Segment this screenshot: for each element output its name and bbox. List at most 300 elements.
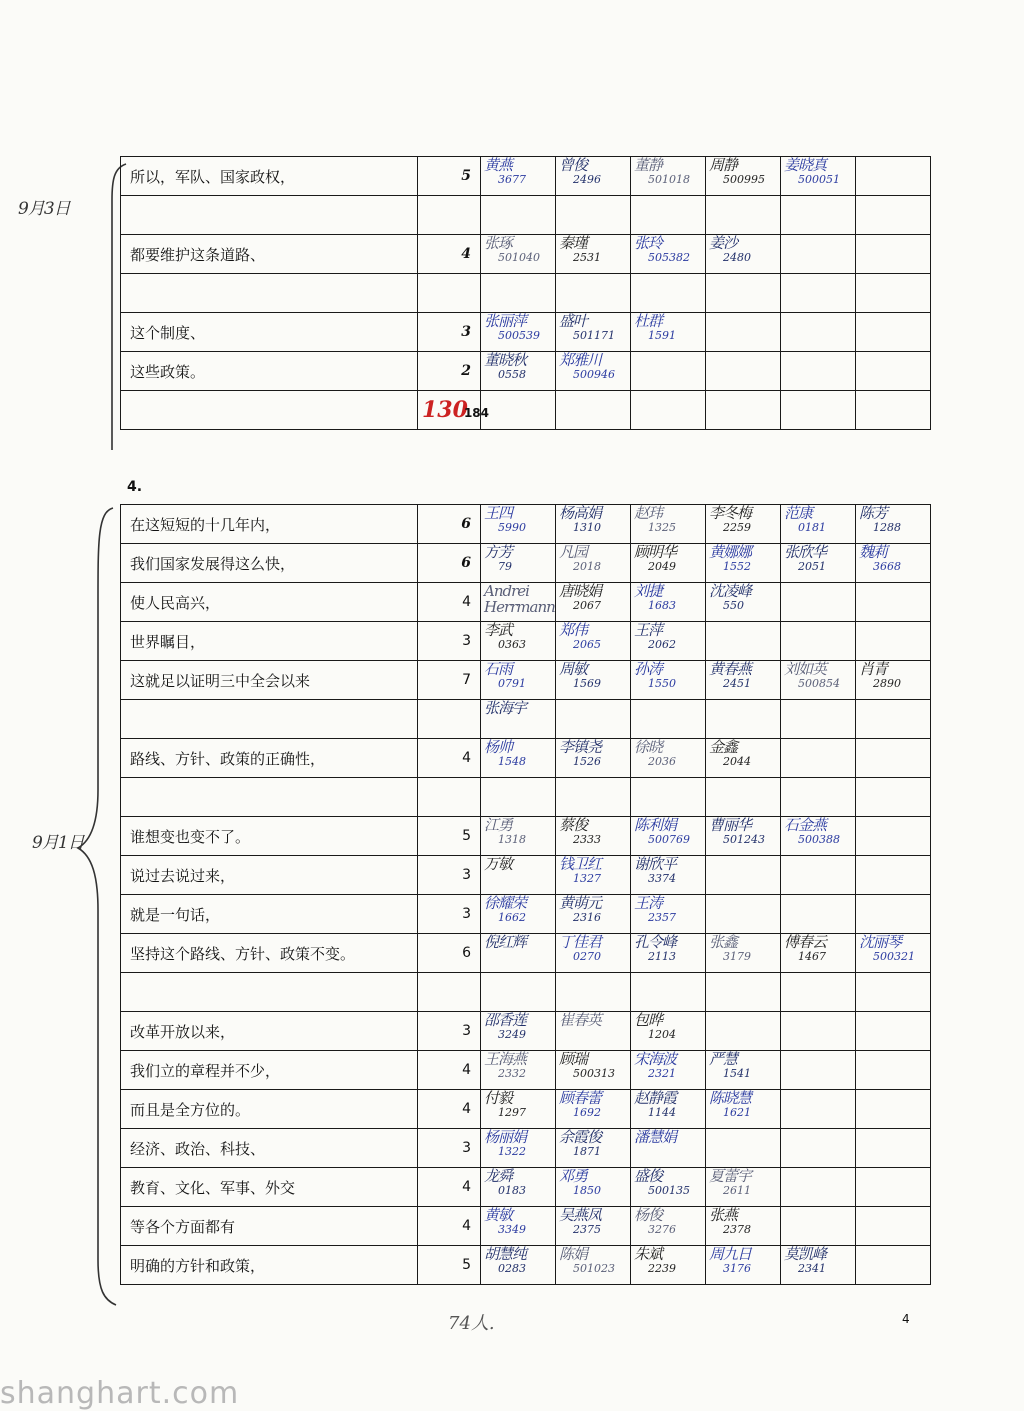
signature-cell bbox=[481, 505, 556, 544]
signature-cell bbox=[781, 391, 856, 430]
signature-id: 2036 bbox=[648, 754, 676, 768]
signature-cell bbox=[781, 622, 856, 661]
signature-cell bbox=[856, 1207, 931, 1246]
count-value: 4 bbox=[462, 594, 471, 610]
table-row bbox=[121, 235, 931, 274]
signature-cell bbox=[631, 235, 706, 274]
signature-cell bbox=[856, 1246, 931, 1285]
signature-id: 2531 bbox=[573, 250, 601, 264]
table-row bbox=[121, 739, 931, 778]
handwritten-signature bbox=[559, 1052, 627, 1088]
count-cell bbox=[418, 934, 481, 973]
signature-id: 1310 bbox=[573, 520, 601, 534]
signature-id: 501243 bbox=[723, 832, 765, 846]
signature-cell bbox=[481, 235, 556, 274]
signature-cell bbox=[481, 1207, 556, 1246]
line-text bbox=[121, 973, 418, 1012]
signature-id: 501023 bbox=[573, 1261, 615, 1275]
signature-cell bbox=[856, 856, 931, 895]
signature-cell bbox=[481, 739, 556, 778]
signature-name: 周九日 bbox=[709, 1245, 752, 1263]
handwritten-signature bbox=[559, 584, 627, 620]
line-text: 就是一句话， bbox=[121, 895, 418, 934]
signature-cell bbox=[856, 391, 931, 430]
signature-cell bbox=[856, 274, 931, 313]
signature-name: 唐晓娟 bbox=[559, 582, 602, 600]
signature-name: 陈利娟 bbox=[634, 816, 677, 834]
handwritten-signature bbox=[634, 857, 702, 893]
handwritten-signature bbox=[484, 1091, 552, 1127]
count-cell bbox=[418, 157, 481, 196]
signature-cell bbox=[856, 700, 931, 739]
signature-cell bbox=[481, 1090, 556, 1129]
signature-cell bbox=[556, 196, 631, 235]
handwritten-signature bbox=[559, 740, 627, 776]
signature-cell bbox=[856, 973, 931, 1012]
table-row bbox=[121, 1246, 931, 1285]
signature-id: 500854 bbox=[798, 676, 840, 690]
signature-name: 夏蕾宇 bbox=[709, 1167, 752, 1185]
handwritten-signature bbox=[559, 1208, 627, 1244]
signature-cell bbox=[631, 973, 706, 1012]
count-value: 6 bbox=[462, 945, 471, 961]
handwritten-signature bbox=[859, 935, 927, 971]
signature-id: 1621 bbox=[723, 1105, 751, 1119]
handwritten-signature bbox=[709, 1208, 777, 1244]
signature-name: 黄娜娜 bbox=[709, 543, 752, 561]
signature-name: 沈凌峰 bbox=[709, 582, 752, 600]
signature-name: 张海宇 bbox=[484, 699, 527, 717]
signature-cell bbox=[856, 352, 931, 391]
signature-name: 周静 bbox=[709, 156, 738, 174]
signature-name: 张燕 bbox=[709, 1206, 738, 1224]
signature-cell bbox=[706, 895, 781, 934]
signature-name: 董静 bbox=[634, 156, 663, 174]
table-row bbox=[121, 1168, 931, 1207]
table-row bbox=[121, 1012, 931, 1051]
date-annotation-upper: 9月3日 bbox=[18, 199, 70, 219]
handwritten-signature bbox=[859, 545, 927, 581]
signature-name: 宋海波 bbox=[634, 1050, 677, 1068]
count-cell bbox=[418, 817, 481, 856]
signature-name: 王涛 bbox=[634, 894, 663, 912]
signature-cell bbox=[556, 1012, 631, 1051]
signature-cell bbox=[631, 778, 706, 817]
signature-name: 杨丽娟 bbox=[484, 1128, 527, 1146]
signature-id: 2044 bbox=[723, 754, 751, 768]
table-row bbox=[121, 274, 931, 313]
signature-cell bbox=[781, 739, 856, 778]
signature-cell bbox=[856, 313, 931, 352]
signature-cell bbox=[781, 544, 856, 583]
signature-id: 0283 bbox=[498, 1261, 526, 1275]
line-text: 我们立的章程并不少， bbox=[121, 1051, 418, 1090]
handwritten-signature bbox=[484, 353, 552, 389]
signature-cell bbox=[631, 1168, 706, 1207]
signature-cell bbox=[781, 1012, 856, 1051]
line-text: 坚持这个路线、方针、政策不变。 bbox=[121, 934, 418, 973]
signature-cell bbox=[631, 583, 706, 622]
signature-cell bbox=[706, 391, 781, 430]
handwritten-signature bbox=[634, 623, 702, 659]
signature-name: 盛叶 bbox=[559, 312, 588, 330]
signature-cell bbox=[556, 817, 631, 856]
signature-id: 2611 bbox=[723, 1183, 751, 1197]
signature-cell bbox=[856, 583, 931, 622]
signature-id: 550 bbox=[723, 598, 744, 612]
signature-name: 黄敏 bbox=[484, 1206, 513, 1224]
signature-cell bbox=[481, 661, 556, 700]
handwritten-signature bbox=[484, 1247, 552, 1283]
count-value: 3 bbox=[462, 867, 471, 883]
signature-name: 杜群 bbox=[634, 312, 663, 330]
signature-name: 孙涛 bbox=[634, 660, 663, 678]
signature-cell bbox=[556, 895, 631, 934]
line-text: 使人民高兴， bbox=[121, 583, 418, 622]
handwritten-signature bbox=[634, 236, 702, 272]
signature-id: 2316 bbox=[573, 910, 601, 924]
signature-id: 1322 bbox=[498, 1144, 526, 1158]
signature-cell bbox=[631, 313, 706, 352]
signature-cell bbox=[556, 313, 631, 352]
signature-id: 505382 bbox=[648, 250, 690, 264]
signature-name: 方芳 bbox=[484, 543, 513, 561]
handwritten-signature bbox=[484, 662, 552, 698]
signature-name: 范康 bbox=[784, 504, 813, 522]
signature-name: 郑伟 bbox=[559, 621, 588, 639]
handwritten-signature bbox=[559, 545, 627, 581]
line-text: 这些政策。 bbox=[121, 352, 418, 391]
line-text: 这就足以证明三中全会以来 bbox=[121, 661, 418, 700]
table-row bbox=[121, 934, 931, 973]
handwritten-signature bbox=[484, 1013, 552, 1049]
signature-cell bbox=[706, 661, 781, 700]
signature-id: 500051 bbox=[798, 172, 840, 186]
line-text bbox=[121, 196, 418, 235]
table-row bbox=[121, 973, 931, 1012]
signature-cell bbox=[481, 856, 556, 895]
line-text: 这个制度、 bbox=[121, 313, 418, 352]
count-cell bbox=[418, 973, 481, 1012]
signature-id: 2259 bbox=[723, 520, 751, 534]
signature-name: 孔令峰 bbox=[634, 933, 677, 951]
signature-id: 1327 bbox=[573, 871, 601, 885]
signature-id: 500135 bbox=[648, 1183, 690, 1197]
signature-cell bbox=[781, 973, 856, 1012]
signature-id: 2332 bbox=[498, 1066, 526, 1080]
handwritten-signature bbox=[784, 545, 852, 581]
signature-cell bbox=[706, 1246, 781, 1285]
count-value: 5 bbox=[462, 828, 471, 844]
signature-name: 周敏 bbox=[559, 660, 588, 678]
signature-cell bbox=[556, 778, 631, 817]
signature-cell bbox=[481, 313, 556, 352]
signature-cell bbox=[556, 235, 631, 274]
signature-cell bbox=[706, 817, 781, 856]
signature-name: 万敏 bbox=[484, 855, 513, 873]
signature-cell bbox=[781, 817, 856, 856]
table-row bbox=[121, 700, 931, 739]
signature-id: 1526 bbox=[573, 754, 601, 768]
signature-cell bbox=[556, 352, 631, 391]
count-cell bbox=[418, 313, 481, 352]
signature-cell bbox=[556, 1051, 631, 1090]
signature-id: 0363 bbox=[498, 637, 526, 651]
signature-id: 1288 bbox=[873, 520, 901, 534]
signature-id: 501018 bbox=[648, 172, 690, 186]
signature-cell bbox=[706, 700, 781, 739]
signature-cell bbox=[481, 391, 556, 430]
count-value: 3 bbox=[462, 906, 471, 922]
handwritten-signature bbox=[784, 935, 852, 971]
signature-id: 2375 bbox=[573, 1222, 601, 1236]
signature-cell bbox=[856, 622, 931, 661]
signature-cell bbox=[481, 817, 556, 856]
signature-id: 3176 bbox=[723, 1261, 751, 1275]
signature-name: 潘慧娟 bbox=[634, 1128, 677, 1146]
signature-id: 1548 bbox=[498, 754, 526, 768]
table-row bbox=[121, 313, 931, 352]
signature-name: 杨俊 bbox=[634, 1206, 663, 1224]
count-value: 6 bbox=[461, 516, 471, 532]
count-cell bbox=[418, 1090, 481, 1129]
handwritten-signature bbox=[634, 506, 702, 542]
signature-cell bbox=[631, 661, 706, 700]
signature-cell bbox=[556, 1168, 631, 1207]
signature-id: 1552 bbox=[723, 559, 751, 573]
signature-cell bbox=[556, 391, 631, 430]
signature-cell bbox=[631, 622, 706, 661]
handwritten-signature bbox=[484, 701, 552, 737]
handwritten-signature bbox=[484, 857, 552, 893]
handwritten-signature bbox=[784, 818, 852, 854]
count-cell bbox=[418, 196, 481, 235]
signature-cell bbox=[631, 739, 706, 778]
signature-cell bbox=[706, 1129, 781, 1168]
count-value: 3 bbox=[462, 1140, 471, 1156]
signature-id: 3276 bbox=[648, 1222, 676, 1236]
handwritten-signature bbox=[484, 236, 552, 272]
handwritten-signature bbox=[859, 662, 927, 698]
signature-cell bbox=[706, 934, 781, 973]
signature-name: 李冬梅 bbox=[709, 504, 752, 522]
signature-cell bbox=[706, 157, 781, 196]
handwritten-signature bbox=[709, 818, 777, 854]
signature-name: 陈娟 bbox=[559, 1245, 588, 1263]
line-text: 在这短短的十几年内， bbox=[121, 505, 418, 544]
signature-name: 余霞俊 bbox=[559, 1128, 602, 1146]
handwritten-signature bbox=[559, 314, 627, 350]
count-value: 3 bbox=[462, 1023, 471, 1039]
signature-cell bbox=[781, 700, 856, 739]
signature-id: 2357 bbox=[648, 910, 676, 924]
signature-cell bbox=[481, 274, 556, 313]
handwritten-signature bbox=[484, 1052, 552, 1088]
signature-cell bbox=[706, 739, 781, 778]
signature-cell bbox=[856, 157, 931, 196]
signature-cell bbox=[706, 1168, 781, 1207]
signature-name: 黄萌元 bbox=[559, 894, 602, 912]
line-text: 明确的方针和政策， bbox=[121, 1246, 418, 1285]
signature-cell bbox=[556, 739, 631, 778]
signature-cell bbox=[556, 934, 631, 973]
count-value: 4 bbox=[462, 1062, 471, 1078]
line-text: 而且是全方位的。 bbox=[121, 1090, 418, 1129]
signature-cell bbox=[706, 973, 781, 1012]
signature-cell bbox=[706, 1051, 781, 1090]
signature-name: 陈芳 bbox=[859, 504, 888, 522]
signature-id: 79 bbox=[498, 559, 512, 573]
signature-name: 付毅 bbox=[484, 1089, 513, 1107]
signature-name: 杨高娟 bbox=[559, 504, 602, 522]
signature-name: 谢欣平 bbox=[634, 855, 677, 873]
signature-id: 3668 bbox=[873, 559, 901, 573]
count-cell bbox=[418, 700, 481, 739]
count-value: 4 bbox=[462, 750, 471, 766]
signature-name: 赵静霞 bbox=[634, 1089, 677, 1107]
signature-name: 凡园 bbox=[559, 543, 588, 561]
handwritten-signature bbox=[784, 158, 852, 194]
signature-cell bbox=[556, 622, 631, 661]
handwritten-signature bbox=[709, 1091, 777, 1127]
signature-cell bbox=[781, 934, 856, 973]
signature-name: 金鑫 bbox=[709, 738, 738, 756]
signature-id: 0181 bbox=[798, 520, 826, 534]
signature-id: 1662 bbox=[498, 910, 526, 924]
signature-cell bbox=[781, 661, 856, 700]
signature-name: 曾俊 bbox=[559, 156, 588, 174]
signature-cell bbox=[856, 1090, 931, 1129]
signature-name: 魏莉 bbox=[859, 543, 888, 561]
signature-cell bbox=[481, 778, 556, 817]
signature-id: 2341 bbox=[798, 1261, 826, 1275]
line-text: 谁想变也变不了。 bbox=[121, 817, 418, 856]
handwritten-signature bbox=[634, 1052, 702, 1088]
signature-name: 崔春英 bbox=[559, 1011, 602, 1029]
count-cell bbox=[418, 544, 481, 583]
signature-name: 顾瑞 bbox=[559, 1050, 588, 1068]
signature-cell bbox=[631, 274, 706, 313]
signature-name: 石雨 bbox=[484, 660, 513, 678]
signature-cell bbox=[706, 1207, 781, 1246]
signature-name: 王四 bbox=[484, 504, 513, 522]
signature-id: 0558 bbox=[498, 367, 526, 381]
signature-cell bbox=[631, 934, 706, 973]
signature-name: 曹丽华 bbox=[709, 816, 752, 834]
signature-id: 1591 bbox=[648, 328, 676, 342]
signature-cell bbox=[781, 1168, 856, 1207]
signature-cell bbox=[781, 583, 856, 622]
signature-cell bbox=[706, 352, 781, 391]
signature-cell bbox=[781, 1051, 856, 1090]
signature-cell bbox=[556, 700, 631, 739]
handwritten-signature bbox=[784, 506, 852, 542]
signature-name: 张玲 bbox=[634, 234, 663, 252]
table-row bbox=[121, 817, 931, 856]
signature-cell bbox=[631, 505, 706, 544]
signature-cell bbox=[856, 1129, 931, 1168]
signature-cell bbox=[706, 313, 781, 352]
signature-name: 郑雅川 bbox=[559, 351, 602, 369]
signature-id: 2321 bbox=[648, 1066, 676, 1080]
signature-id: 2065 bbox=[573, 637, 601, 651]
handwritten-signature bbox=[634, 1130, 702, 1166]
signature-id: 0183 bbox=[498, 1183, 526, 1197]
signature-cell bbox=[556, 1207, 631, 1246]
date-annotation-lower: 9月1日 bbox=[32, 833, 84, 853]
signature-name: 傅春云 bbox=[784, 933, 827, 951]
count-value: 4 bbox=[462, 1179, 471, 1195]
total-box bbox=[422, 397, 489, 423]
signature-cell bbox=[856, 895, 931, 934]
signature-id: 1204 bbox=[648, 1027, 676, 1041]
handwritten-signature bbox=[709, 158, 777, 194]
signature-cell bbox=[631, 895, 706, 934]
signature-cell bbox=[556, 661, 631, 700]
signature-cell bbox=[856, 817, 931, 856]
handwritten-signature bbox=[634, 584, 702, 620]
handwritten-signature bbox=[484, 896, 552, 932]
signature-cell bbox=[781, 235, 856, 274]
signature-table-1 bbox=[120, 156, 931, 430]
signature-id: 3374 bbox=[648, 871, 676, 885]
signature-id: 1297 bbox=[498, 1105, 526, 1119]
signature-cell bbox=[631, 1012, 706, 1051]
signature-cell bbox=[781, 856, 856, 895]
signature-name: 张欣华 bbox=[784, 543, 827, 561]
signature-cell bbox=[856, 544, 931, 583]
signature-id: 1541 bbox=[723, 1066, 751, 1080]
signature-cell bbox=[481, 622, 556, 661]
signature-cell bbox=[631, 1051, 706, 1090]
signature-name: 胡慧纯 bbox=[484, 1245, 527, 1263]
signature-id: 1683 bbox=[648, 598, 676, 612]
signature-id: 1318 bbox=[498, 832, 526, 846]
count-value: 6 bbox=[461, 555, 471, 571]
table-row bbox=[121, 1090, 931, 1129]
signature-cell bbox=[781, 1246, 856, 1285]
line-text: 等各个方面都有 bbox=[121, 1207, 418, 1246]
signature-cell bbox=[856, 1168, 931, 1207]
signature-cell bbox=[856, 934, 931, 973]
signature-id: 1467 bbox=[798, 949, 826, 963]
count-cell bbox=[418, 583, 481, 622]
signature-id: 500539 bbox=[498, 328, 540, 342]
signature-name: 张丽萍 bbox=[484, 312, 527, 330]
watermark: shanghart.com bbox=[0, 1376, 240, 1411]
handwritten-signature bbox=[709, 740, 777, 776]
handwritten-signature bbox=[484, 740, 552, 776]
page-number: 4 bbox=[902, 1312, 910, 1326]
signature-id: 500769 bbox=[648, 832, 690, 846]
handwritten-signature bbox=[709, 1052, 777, 1088]
table-row bbox=[121, 196, 931, 235]
signature-name: 董晓秋 bbox=[484, 351, 527, 369]
signature-id: 2451 bbox=[723, 676, 751, 690]
signature-name: 张鑫 bbox=[709, 933, 738, 951]
handwritten-signature bbox=[634, 818, 702, 854]
signature-name: 徐晓 bbox=[634, 738, 663, 756]
table-row bbox=[121, 1051, 931, 1090]
handwritten-signature bbox=[484, 582, 555, 620]
signature-name: 石金燕 bbox=[784, 816, 827, 834]
signature-id: 0270 bbox=[573, 949, 601, 963]
signature-cell bbox=[706, 778, 781, 817]
section-number: 4. bbox=[127, 479, 143, 495]
signature-name: 龙舜 bbox=[484, 1167, 513, 1185]
signature-name: 赵玮 bbox=[634, 504, 663, 522]
table-row bbox=[121, 583, 931, 622]
